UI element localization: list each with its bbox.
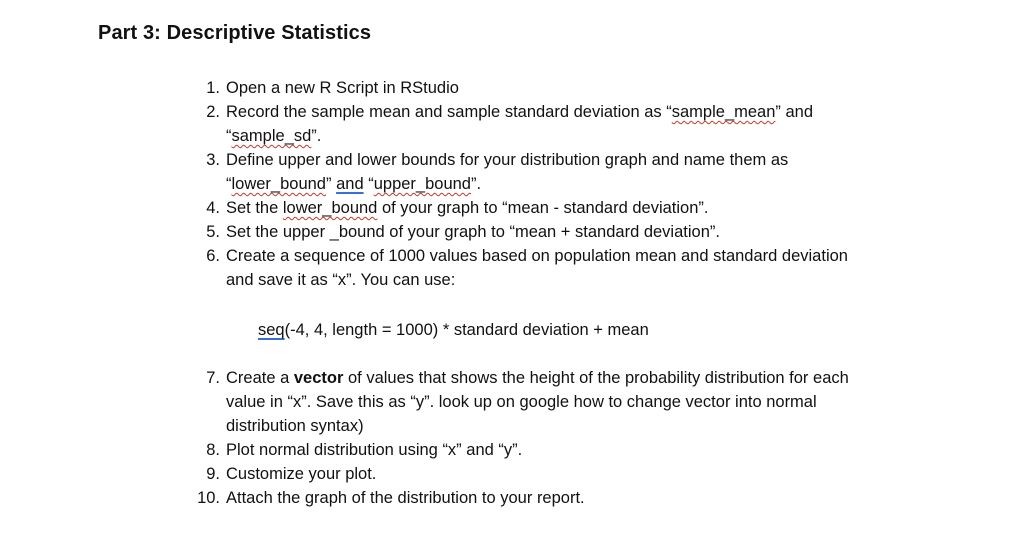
list-number: 9. bbox=[206, 465, 220, 483]
list-number: 8. bbox=[206, 441, 220, 459]
list-item bbox=[190, 76, 950, 100]
list-text-continued: value in “x”. Save this as “y”. look up on google how to change vector into normal bbox=[226, 393, 817, 411]
code-function-name: seq bbox=[258, 321, 285, 339]
list-text bbox=[226, 366, 950, 390]
list-item bbox=[190, 196, 950, 220]
list-text: Set the upper _bound of your graph to “mean + standard deviation”. bbox=[226, 223, 720, 241]
list-item bbox=[190, 366, 950, 438]
text-segment: Create a bbox=[226, 369, 294, 387]
text-segment: and bbox=[336, 175, 364, 193]
text-segment: Set the bbox=[226, 199, 283, 217]
list-item bbox=[190, 244, 950, 292]
variable-name-lower-bound: lower_bound bbox=[231, 175, 326, 193]
list-text: Open a new R Script in RStudio bbox=[226, 79, 459, 97]
variable-name-sample-mean: sample_mean bbox=[671, 103, 776, 121]
list-text bbox=[226, 196, 950, 220]
instruction-list bbox=[190, 76, 950, 510]
text-segment: ”. bbox=[470, 175, 482, 193]
variable-name-sample-sd: sample_sd bbox=[231, 127, 312, 145]
list-text: Customize your plot. bbox=[226, 465, 377, 483]
list-text-continued bbox=[226, 172, 950, 196]
text-segment: “ bbox=[363, 175, 374, 193]
text-segment: “ bbox=[226, 127, 232, 145]
list-text: Attach the graph of the distribution to your report. bbox=[226, 489, 585, 507]
text-segment: ”. bbox=[311, 127, 322, 145]
list-item bbox=[190, 148, 950, 196]
list-item bbox=[190, 438, 950, 462]
list-number: 10. bbox=[197, 489, 220, 507]
text-segment: “ bbox=[226, 175, 232, 193]
code-example bbox=[190, 318, 950, 342]
bold-term-vector: vector bbox=[293, 369, 344, 387]
list-number: 4. bbox=[206, 199, 220, 217]
list-number: 6. bbox=[206, 247, 220, 265]
code-expression: (-4, 4, length = 1000) * standard deviation + mean bbox=[284, 321, 649, 339]
text-segment: Record the sample mean and sample standard deviation as “ bbox=[226, 103, 672, 121]
list-number: 2. bbox=[206, 103, 220, 121]
list-text: Plot normal distribution using “x” and “y”. bbox=[226, 441, 523, 459]
list-item bbox=[190, 100, 950, 148]
list-text: Create a sequence of 1000 values based on population mean and standard deviation bbox=[226, 247, 848, 265]
list-text-continued bbox=[226, 124, 950, 148]
page-title: Part 3: Descriptive Statistics bbox=[98, 22, 372, 44]
list-number: 1. bbox=[206, 79, 220, 97]
text-segment: ” bbox=[326, 175, 337, 193]
text-segment: of values that shows the height of the probability distribution for each bbox=[343, 369, 849, 387]
list-text bbox=[226, 100, 950, 124]
list-number: 5. bbox=[206, 223, 220, 241]
list-text-continued: and save it as “x”. You can use: bbox=[226, 271, 456, 289]
variable-name-upper-bound: upper_bound bbox=[373, 175, 471, 193]
list-item bbox=[190, 220, 950, 244]
text-segment: ” and bbox=[775, 103, 813, 121]
list-text: Define upper and lower bounds for your distribution graph and name them as bbox=[226, 151, 789, 169]
list-item bbox=[190, 462, 950, 486]
list-item bbox=[190, 486, 950, 510]
variable-name-lower-bound: lower_bound bbox=[282, 199, 378, 217]
list-text-continued: distribution syntax) bbox=[226, 417, 364, 435]
text-segment: of your graph to “mean - standard deviation”. bbox=[377, 199, 709, 217]
list-number: 7. bbox=[206, 369, 220, 387]
list-number: 3. bbox=[206, 151, 220, 169]
